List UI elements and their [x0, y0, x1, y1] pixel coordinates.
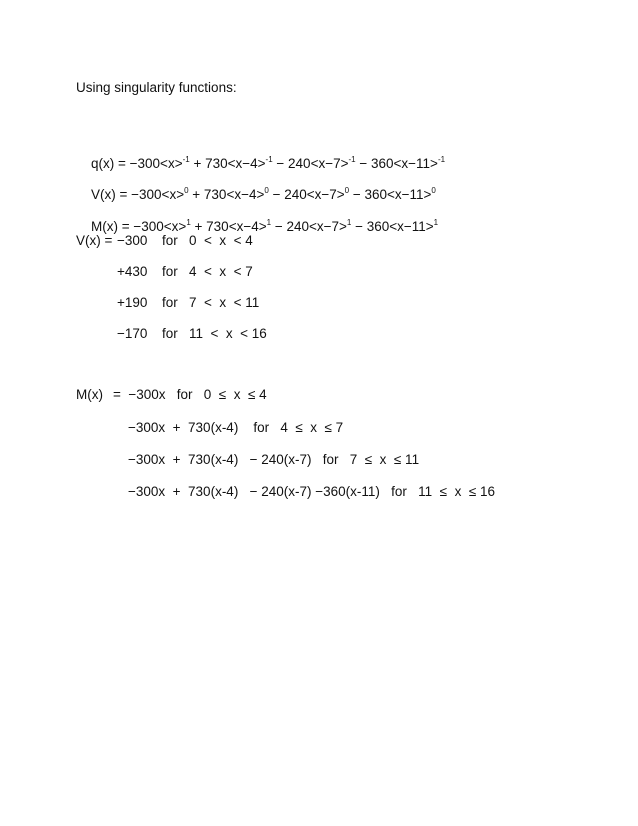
v-exp-2: 0 — [264, 186, 269, 195]
v-row-3-cond: for 7 < x < 11 — [162, 295, 260, 310]
v-row-2-value: +430 — [117, 264, 148, 279]
q-exp-1: -1 — [182, 155, 190, 164]
q-exp-4: -1 — [437, 155, 446, 164]
m-row-2: −300x + 730(x-4) for 4 ≤ x ≤ 7 — [128, 420, 344, 435]
v-term-4: − 360<x−11> — [349, 187, 432, 202]
m-piecewise-label: M(x) — [76, 387, 103, 402]
q-term-1: q(x) = −300<x> — [91, 156, 183, 171]
m-row-1: = −300x for 0 ≤ x ≤ 4 — [113, 387, 267, 402]
m-exp-3: 1 — [346, 218, 352, 227]
v-row-4-cond: for 11 < x < 16 — [162, 326, 267, 341]
m-exp-4: 1 — [433, 218, 439, 227]
m-term-3: − 240<x−7> — [271, 219, 347, 234]
v-term-3: − 240<x−7> — [268, 187, 345, 202]
m-term-2: + 730<x−4> — [190, 219, 267, 234]
m-row-3: −300x + 730(x-4) − 240(x-7) for 7 ≤ x ≤ 11 — [128, 452, 420, 467]
v-term-1: V(x) = −300<x> — [91, 187, 185, 202]
m-term-4: − 360<x−11> — [351, 219, 434, 234]
v-exp-1: 0 — [184, 186, 189, 195]
q-exp-3: -1 — [348, 155, 356, 164]
v-row-1-value: −300 — [117, 233, 148, 248]
m-term-1: M(x) = −300<x> — [91, 219, 187, 234]
v-term-2: + 730<x−4> — [188, 187, 265, 202]
m-row-4: −300x + 730(x-4) − 240(x-7) −360(x-11) for 11 ≤ x ≤ 16 — [128, 484, 495, 499]
heading: Using singularity functions: — [76, 80, 237, 95]
v-row-4-value: −170 — [117, 326, 148, 341]
q-term-4: − 360<x−11> — [355, 156, 438, 171]
v-row-2-cond: for 4 < x < 7 — [162, 264, 253, 279]
q-term-2: + 730<x−4> — [189, 156, 266, 171]
m-exp-1: 1 — [186, 218, 191, 227]
m-exp-2: 1 — [266, 218, 272, 227]
v-row-3-value: +190 — [117, 295, 148, 310]
v-exp-4: 0 — [431, 186, 436, 195]
q-term-3: − 240<x−7> — [272, 156, 349, 171]
q-exp-2: -1 — [265, 155, 273, 164]
v-piecewise-label: V(x) = — [76, 233, 113, 248]
v-row-1-cond: for 0 < x < 4 — [162, 233, 253, 248]
v-exp-3: 0 — [344, 186, 350, 195]
